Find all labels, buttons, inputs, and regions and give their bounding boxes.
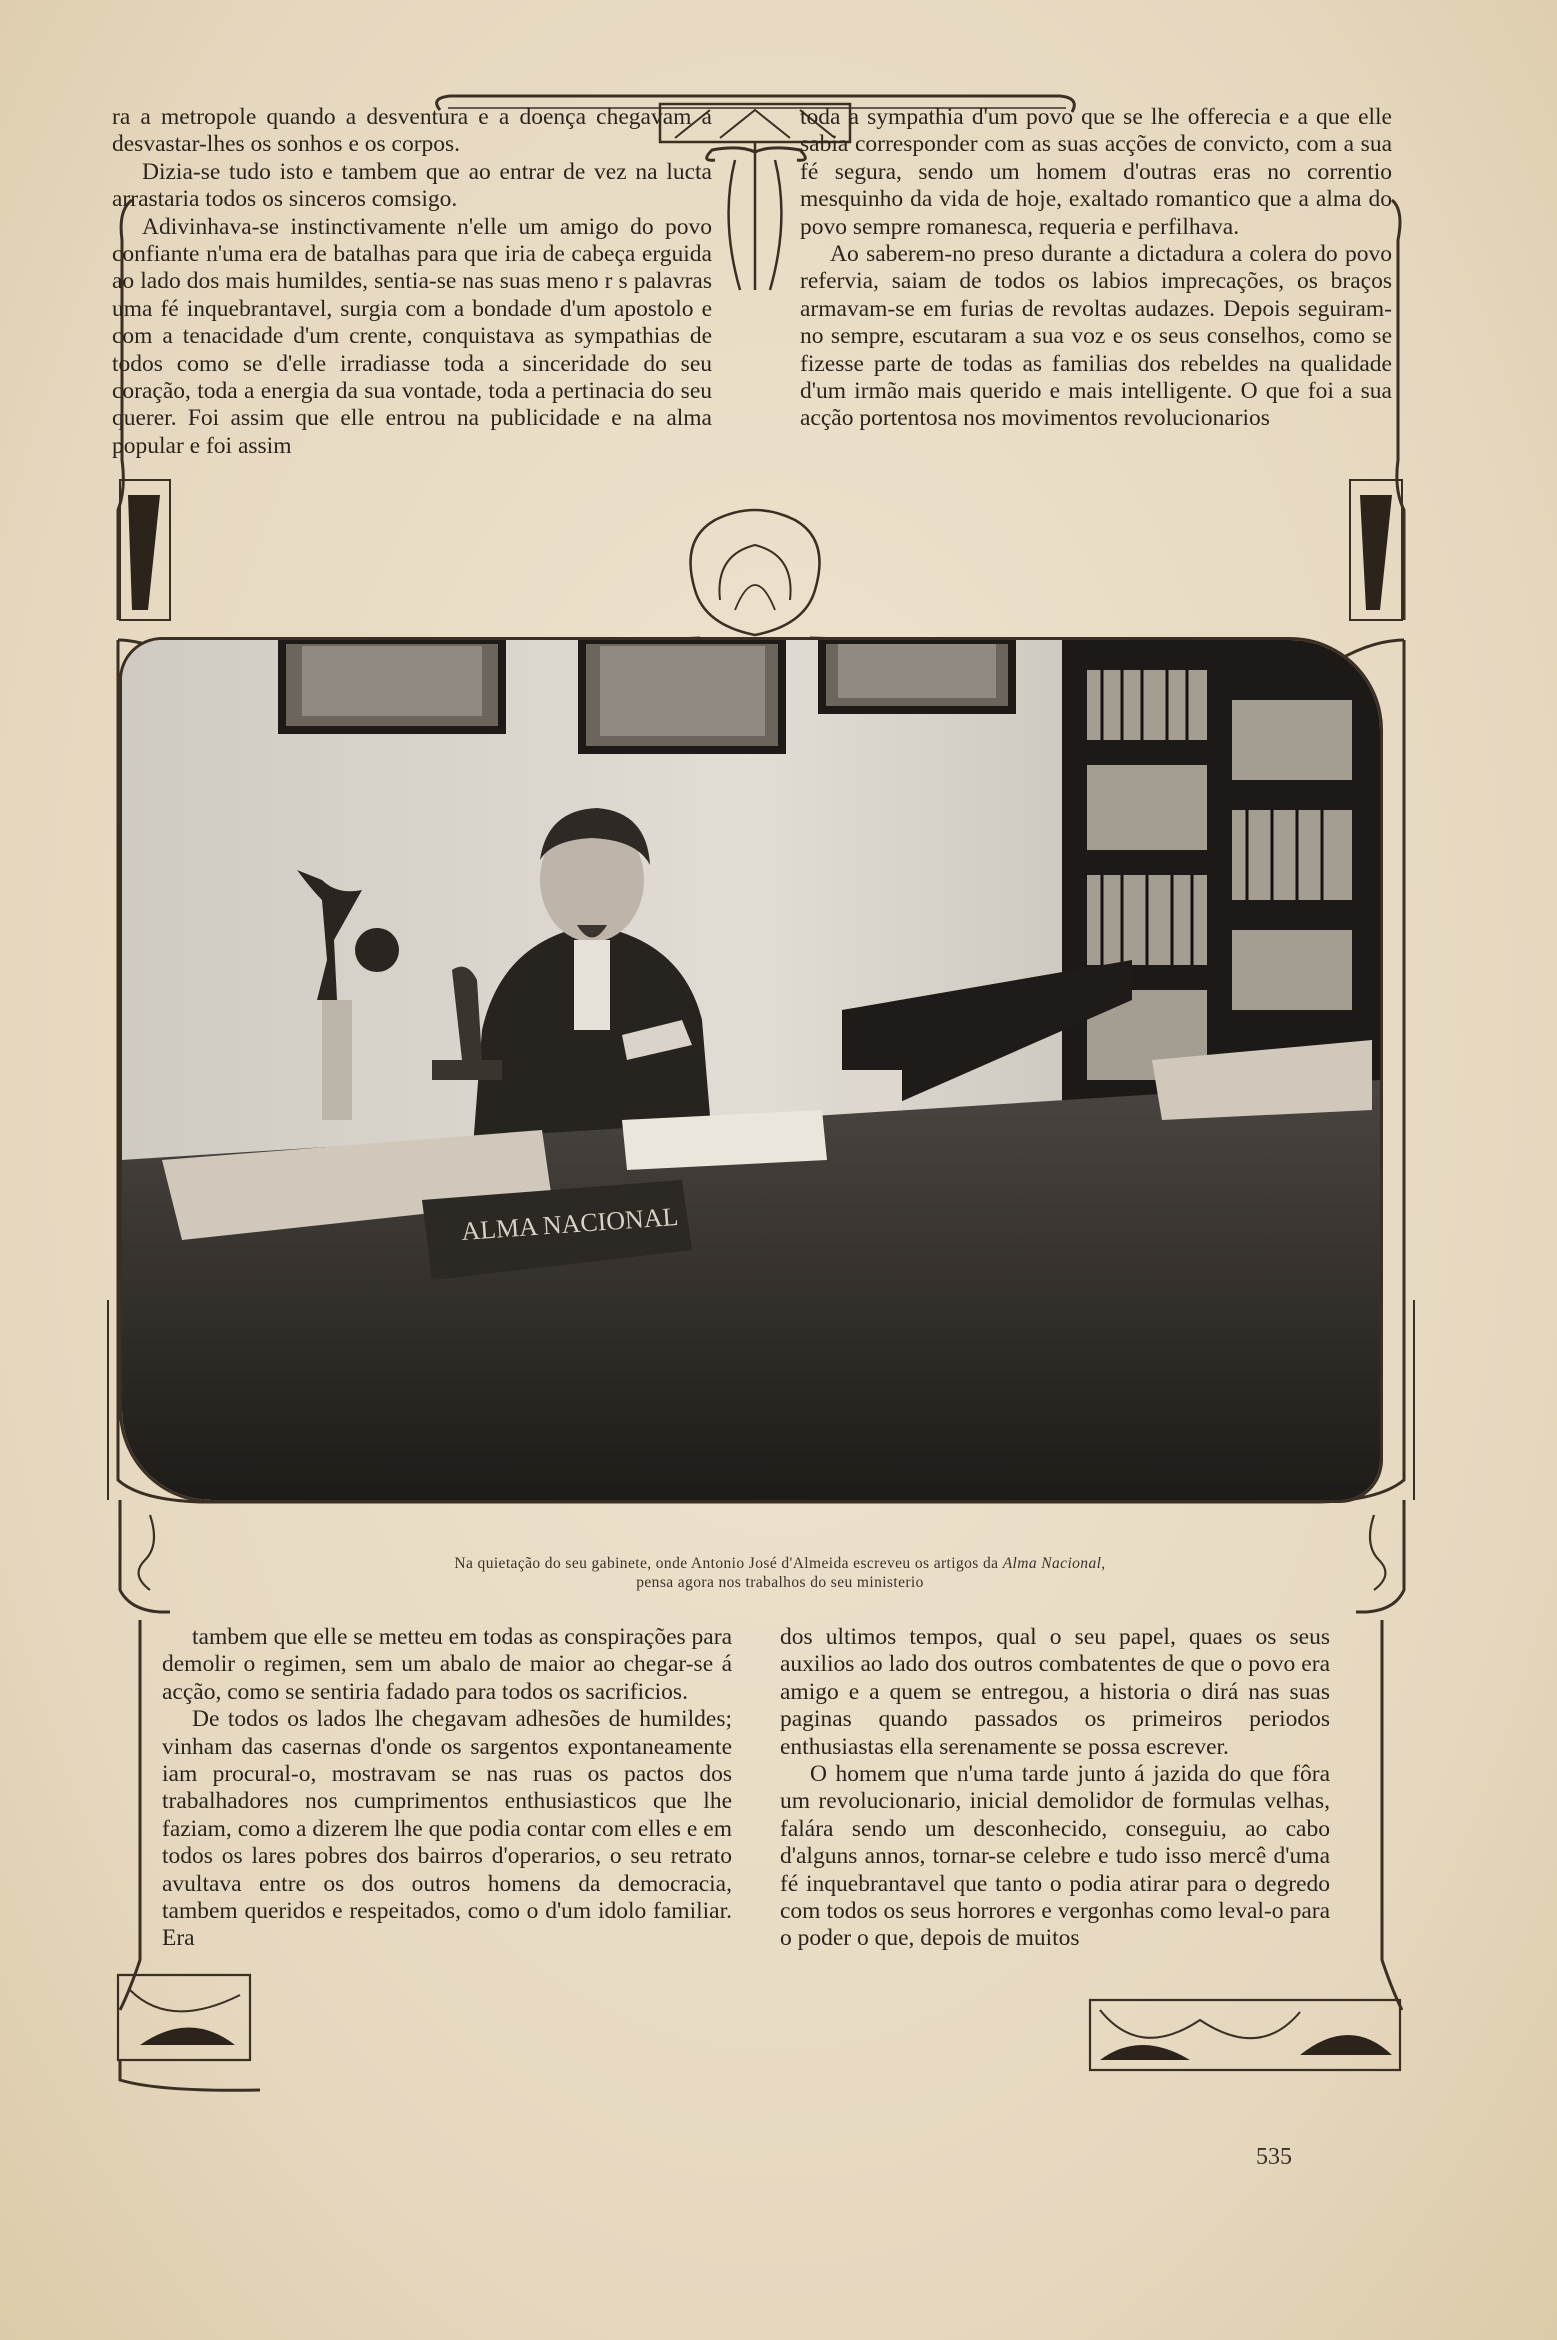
- caption-line-2: pensa agora nos trabalhos do seu ministerio: [636, 1574, 924, 1591]
- paragraph: dos ultimos tempos, qual o seu papel, quaes os seus auxilios ao lado dos outros combatentes de que o povo era amigo e a quem se entregou, a historia o dirá nas suas paginas quando passados os primeiros periodos enthusiastas ella serenamente se possa escrever.: [780, 1624, 1330, 1760]
- paragraph: De todos os lados lhe chegavam adhesões de humildes; vinham das casernas d'onde os sargentos expontaneamente iam procural-o, mostravam se nas ruas os pactos dos trabalhadores nos cumprimentos enthusiasticos que lhe faziam, como a dizerem lhe que podia contar com elles e em todos os lares pobres dos bairros d'operarios, o seu retrato avultava entre os dos outros homens da democracia, tambem queridos e respeitados, como o d'um idolo familiar. Era: [162, 1706, 732, 1952]
- article-column-bottom-right: [780, 1624, 1330, 1953]
- paragraph: ra a metropole quando a desventura e a doença chegavam a desvastar-lhes os sonhos e os corpos.: [112, 104, 712, 158]
- paragraph: Dizia-se tudo isto e tambem que ao entrar de vez na lucta arrastaria todos os sinceros comsigo.: [112, 158, 712, 213]
- paragraph: Adivinhava-se instinctivamente n'elle um amigo do povo confiante n'uma era de batalhas para que iria de cabeça erguida ao lado dos mais humildes, sentia-se nas suas meno r s palavras uma fé inquebrantavel, surgia com a bondade d'um apostolo e com a tenacidade d'um crente, conquistava as sympathias de todos como se d'elle irradiasse toda a sinceridade do seu coração, toda a energia da sua vontade, toda a pertinacia do seu querer. Foi assim que elle entrou na publicidade e na alma popular e foi assim: [112, 213, 712, 459]
- article-column-bottom-left: [162, 1624, 732, 1953]
- paragraph: toda a sympathia d'um povo que se lhe offerecia e a que elle sabia corresponder com as suas acções de convicto, com a sua fé segura, sendo um homem d'outras eras no correntio mesquinho da vida de hoje, exaltado romantico que a alma do povo sempre romanesca, requeria e perfilhava.: [800, 104, 1392, 240]
- photograph-study: [122, 640, 1380, 1500]
- article-column-top-right: [800, 104, 1392, 433]
- caption-title: Alma Nacional,: [1002, 1555, 1106, 1572]
- photo-caption: [200, 1554, 1360, 1592]
- paragraph: tambem que elle se metteu em todas as conspirações para demolir o regimen, sem um abalo de maior ao chegar-se á acção, como se sentiria fadado para todos os sacrificios.: [162, 1624, 732, 1705]
- article-column-top-left: [112, 104, 712, 460]
- caption-line-1: Na quietação do seu gabinete, onde Antonio José d'Almeida escreveu os artigos da Alma Nacional,: [454, 1555, 1106, 1572]
- page-number: 535: [1256, 2144, 1292, 2170]
- paragraph: O homem que n'uma tarde junto á jazida do que fôra um revolucionario, inicial demolidor de formulas velhas, falára sendo um desconhecido, conseguiu, ao cabo d'alguns annos, tornar-se celebre e tudo isso mercê d'uma fé inquebrantavel que tanto o podia atirar para o degredo com todos os seus horrores e vergonhas como leval-o para o poder o que, depois de muitos: [780, 1761, 1330, 1952]
- desk-sign: ALMA NACIONAL: [460, 1201, 680, 1246]
- paragraph: Ao saberem-no preso durante a dictadura a colera do povo refervia, saiam de todos os labios imprecações, os braços armavam-se em furias de revoltas audazes. Depois seguiram-no sempre, escutaram a sua voz e os seus conselhos, como se fizesse parte de todas as familias dos rebeldes na qualidade d'um irmão mais querido e mais intelligente. O que foi a sua acção portentosa nos movimentos revolucionarios: [800, 241, 1392, 432]
